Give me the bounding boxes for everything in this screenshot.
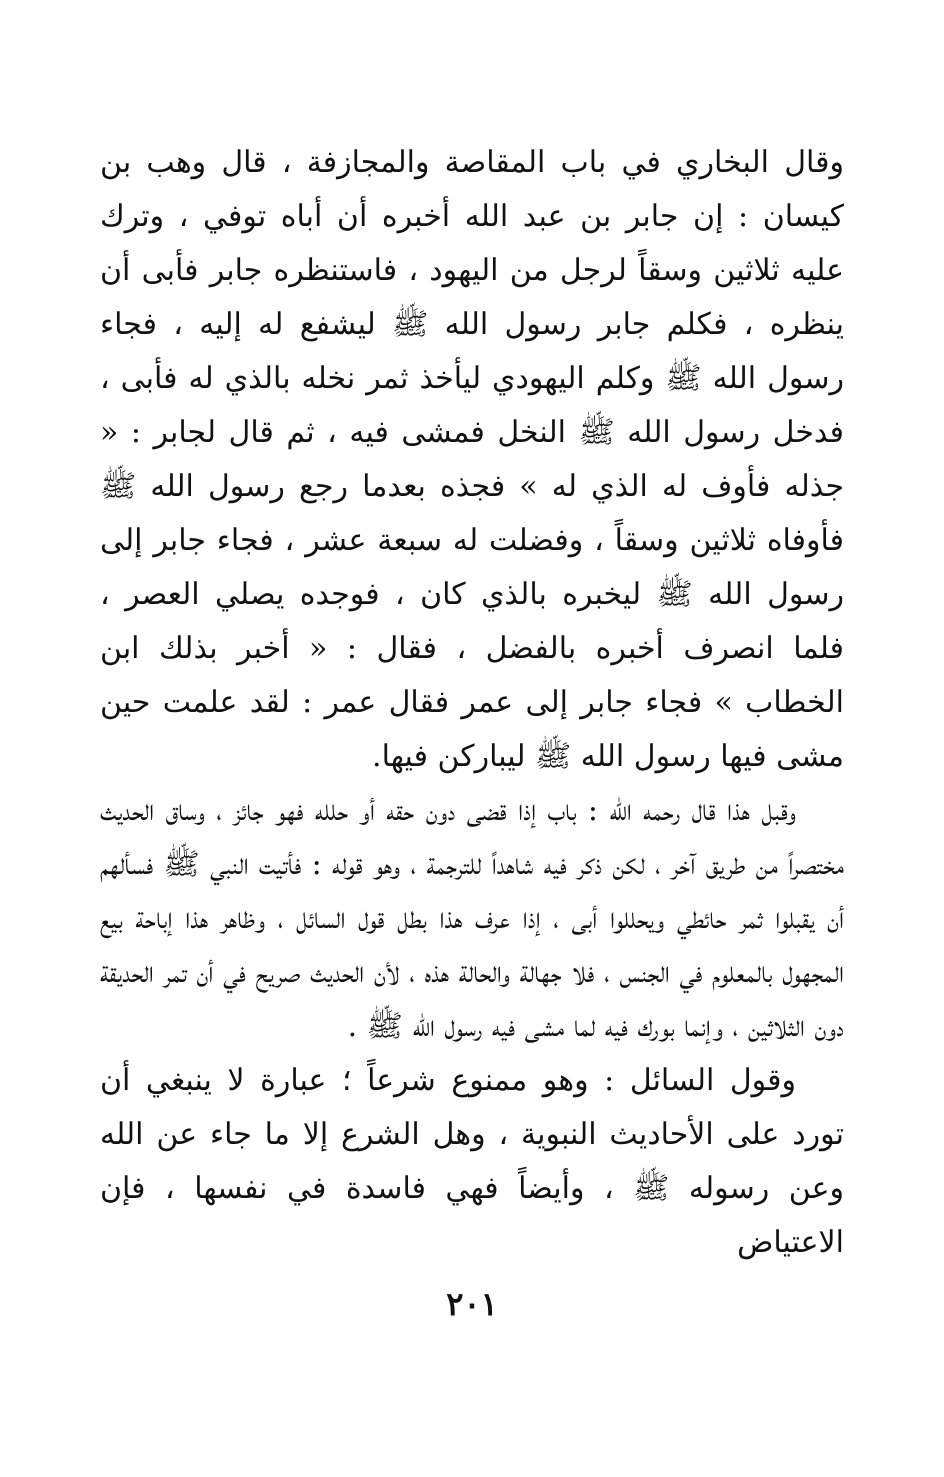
paragraph-1: وقال البخاري في باب المقاصة والمجازفة ، قال وهب بن كيسان : إن جابر بن عبد الله أخبره أن أباه توفي ، وترك عليه ثلاثين وسقاً لرجل من اليهود ، فاستنظره جابر فأبى أن ينظره ، فكلم جابر رسول الله ﷺ ليشفع له إليه ، فجاء رسول الله ﷺ وكلم اليهودي ليأخذ ثمر نخله بالذي له فأبى ، فدخل رسول الله ﷺ النخل فمشى فيه ، ثم قال لجابر : « جذله فأوف له الذي له » فجذه بعدما رجع رسول الله ﷺ فأوفاه ثلاثين وسقاً ، وفضلت له سبعة عشر ، فجاء جابر إلى رسول الله ﷺ ليخبره بالذي كان ، فوجده يصلي العصر ، فلما انصرف أخبره بالفضل ، فقال : « أخبر بذلك ابن الخطاب » فجاء جابر إلى عمر فقال عمر : لقد علمت حين مشى فيها رسول الله ﷺ ليباركن فيها. (100, 145, 844, 774)
page-number: ٢٠١ (446, 1285, 498, 1323)
paragraph-2: وقبل هذا قال رحمه الله : باب إذا قضى دون حقه أو حلله فهو جائز ، وساق الحديث مختصراً من طريق آخر ، لكن ذكر فيه شاهداً للترجمة ، وهو قوله : فأتيت النبي ﷺ فسألهم أن يقبلوا ثمر حائطي ويحللوا أبى ، إذا عرف هذا بطل قول السائل ، وظاهر هذا إباحة بيع المجهول بالمعلوم في الجنس ، فلا جهالة والحالة هذه ، لأن الحديث صريح في أن تمر الحديقة دون الثلاثين ، وإنما بورك فيه لما مشى فيه رسول الله ﷺ . (100, 793, 844, 1044)
paragraph-3: وقول السائل : وهو ممنوع شرعاً ؛ عبارة لا ينبغي أن تورد على الأحاديث النبوية ، وهل الشرع إلا ما جاء عن الله وعن رسوله ﷺ ، وأيضاً فهي فاسدة في نفسها ، فإن الاعتياض (100, 1063, 844, 1260)
page-body (100, 136, 844, 1270)
